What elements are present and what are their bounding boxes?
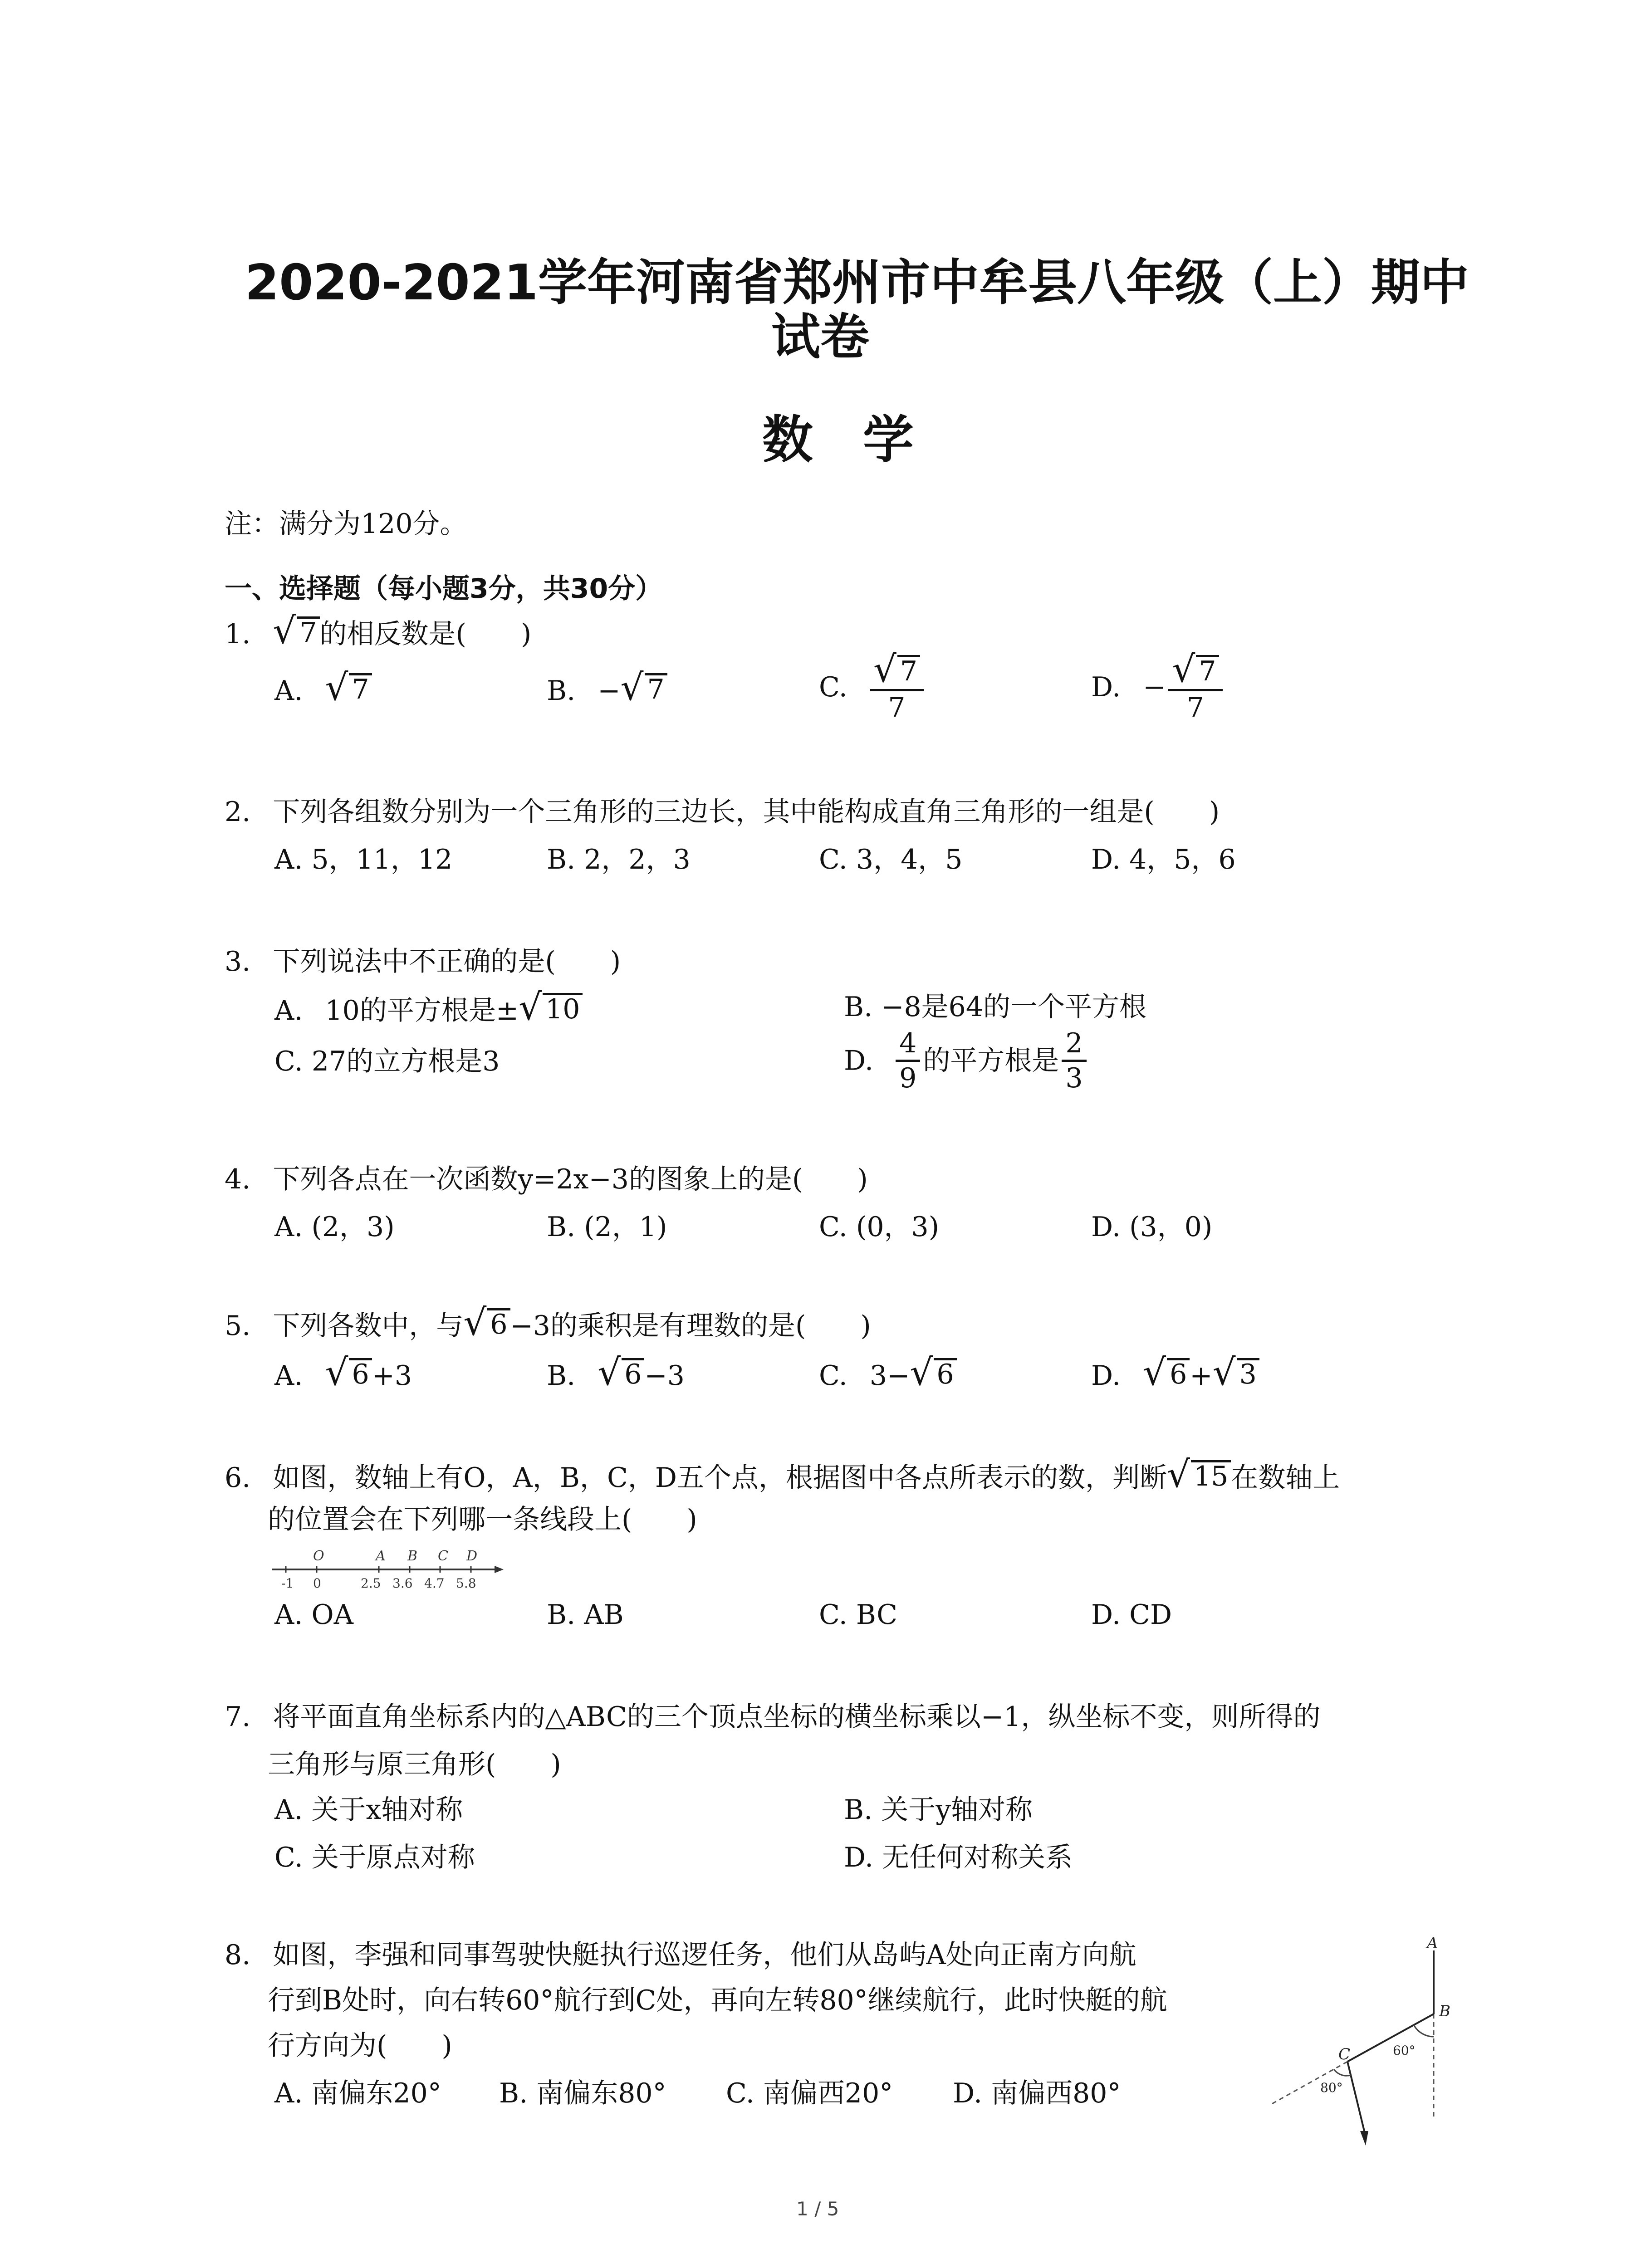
q6-option-b: B. AB <box>547 1599 624 1631</box>
q4-option-b: B. (2，1) <box>547 1211 667 1243</box>
point-label-a: A <box>1427 1934 1438 1952</box>
angle-arc-60 <box>1414 2025 1434 2037</box>
direction-arrow <box>1360 2131 1368 2146</box>
tick-label: 4.7 <box>424 1576 445 1591</box>
q2-option-a: A. 5，11，12 <box>274 844 453 875</box>
point-label-c: C <box>1338 2045 1351 2063</box>
axis-arrow <box>495 1566 504 1573</box>
page-number: 1 / 5 <box>796 2198 839 2220</box>
tick-labels <box>281 1576 476 1591</box>
question-8: 8. 如图，李强和同事驾驶快艇执行巡逻任务，他们从岛屿A处向正南方向航 <box>225 1939 1136 1971</box>
question-8-line2: 行到B处时，向右转60°航行到C处，再向左转80°继续航行，此时快艇的航 <box>268 1984 1167 2016</box>
tick-label: 5.8 <box>456 1576 476 1591</box>
tick-label: 2.5 <box>361 1576 381 1591</box>
navigation-figure <box>1261 1923 1479 2168</box>
tick-label: -1 <box>281 1576 294 1591</box>
question-stem: 下列说法中不正确的是( <box>273 946 556 978</box>
q6-option-d: D. CD <box>1091 1599 1172 1631</box>
q3-option-b: B. −8是64的一个平方根 <box>844 991 1147 1023</box>
question-stem: 下列各组数分别为一个三角形的三边长，其中能构成直角三角形的一组是( <box>273 796 1155 828</box>
question-stem: 下列各点在一次函数y=2x−3的图象上的是( <box>273 1163 803 1195</box>
question-2: 2. 下列各组数分别为一个三角形的三边长，其中能构成直角三角形的一组是( ) <box>225 796 1220 828</box>
q5-option-d: D. √ 6 + √ 3 <box>1091 1356 1259 1389</box>
q3-option-d: D. $\frac{4}{9}$ 的平方根是 $\frac{2}{3}$ <box>844 1030 1089 1092</box>
q3-option-c: C. 27的立方根是3 <box>274 1046 500 1077</box>
question-3: 3. 下列说法中不正确的是( ) <box>225 946 621 978</box>
q8-option-d: D. 南偏西80° <box>953 2077 1121 2109</box>
q5-option-b: B. √ 6 −3 <box>547 1351 685 1393</box>
q6-option-c: C. BC <box>819 1599 898 1631</box>
question-stem: 的相反数是( <box>319 618 466 650</box>
question-5: 5. 下列各数中，与 √ 6 −3的乘积是有理数的是( ) <box>225 1301 871 1344</box>
number-line-figure <box>268 1540 504 1599</box>
score-note: 注：满分为120分。 <box>225 508 467 540</box>
q1-option-c: C. √ 7 7 <box>819 653 926 721</box>
q5-option-a: A. √ 6 +3 <box>274 1351 412 1393</box>
question-7: 7. 将平面直角坐标系内的△ABC的三个顶点坐标的横坐标乘以−1，纵坐标不变，则所得的 <box>225 1701 1321 1733</box>
angle-arc-80 <box>1334 2069 1351 2076</box>
q2-option-d: D. 4，5，6 <box>1091 844 1236 875</box>
q4-option-a: A. (2，3) <box>274 1211 395 1243</box>
exam-title-line2: 试卷 <box>771 309 870 366</box>
q6-option-a: A. OA <box>274 1599 353 1631</box>
q2-option-c: C. 3，4，5 <box>819 844 963 875</box>
q2-option-b: B. 2，2，3 <box>547 844 691 875</box>
question-6: 6. 如图，数轴上有O，A，B，C，D五个点，根据图中各点所表示的数，判断 √ 15 在数轴上 <box>225 1453 1340 1496</box>
angle-label-60: 60° <box>1393 2043 1416 2058</box>
tick-label: 3.6 <box>392 1576 413 1591</box>
question-1 <box>225 610 532 652</box>
q3-option-a: A. 10的平方根是± √ 10 <box>274 991 583 1024</box>
q1-option-d: D. − √ 7 7 <box>1091 653 1225 721</box>
q8-option-a: A. 南偏东20° <box>274 2077 441 2109</box>
point-label-d: D <box>466 1548 478 1564</box>
point-labels <box>313 1548 477 1564</box>
q7-option-c: C. 关于原点对称 <box>274 1842 475 1873</box>
exam-title-line1: 2020-2021学年河南省郑州市中牟县八年级（上）期中 <box>245 254 1469 311</box>
q8-option-b: B. 南偏东80° <box>499 2077 666 2109</box>
question-8-line3: 行方向为( ) <box>268 2030 452 2062</box>
point-label-o: O <box>313 1548 324 1564</box>
section-heading: 一、选择题（每小题3分，共30分） <box>225 573 663 605</box>
question-6-line2: 的位置会在下列哪一条线段上( ) <box>268 1504 697 1535</box>
question-4: 4. 下列各点在一次函数y=2x−3的图象上的是( ) <box>225 1163 868 1195</box>
angle-label-80: 80° <box>1320 2080 1343 2095</box>
path-after-c <box>1347 2062 1365 2133</box>
radical-expression: √ 7 <box>273 615 319 647</box>
question-7-line2: 三角形与原三角形( ) <box>268 1749 561 1780</box>
question-number: 1. <box>225 618 251 650</box>
tick-label: 0 <box>313 1576 321 1591</box>
q4-option-d: D. (3，0) <box>1091 1211 1213 1243</box>
q7-option-b: B. 关于y轴对称 <box>844 1794 1033 1826</box>
answer-paren: ) <box>520 618 532 650</box>
q7-option-a: A. 关于x轴对称 <box>274 1794 463 1826</box>
q1-option-a: A. √ 7 <box>274 671 372 704</box>
q5-option-c: C. 3− √ 6 <box>819 1356 957 1389</box>
point-label-b: B <box>407 1548 418 1564</box>
point-label-b: B <box>1439 2002 1450 2020</box>
path-b-to-c <box>1347 2014 1434 2062</box>
point-label-c: C <box>438 1548 448 1564</box>
subject-heading: 数学 <box>762 411 964 469</box>
q8-option-c: C. 南偏西20° <box>726 2077 893 2109</box>
point-label-a: A <box>376 1548 386 1564</box>
q4-option-c: C. (0，3) <box>819 1211 940 1243</box>
q7-option-d: D. 无任何对称关系 <box>844 1842 1073 1873</box>
q1-option-b: B. − √ 7 <box>547 671 667 704</box>
